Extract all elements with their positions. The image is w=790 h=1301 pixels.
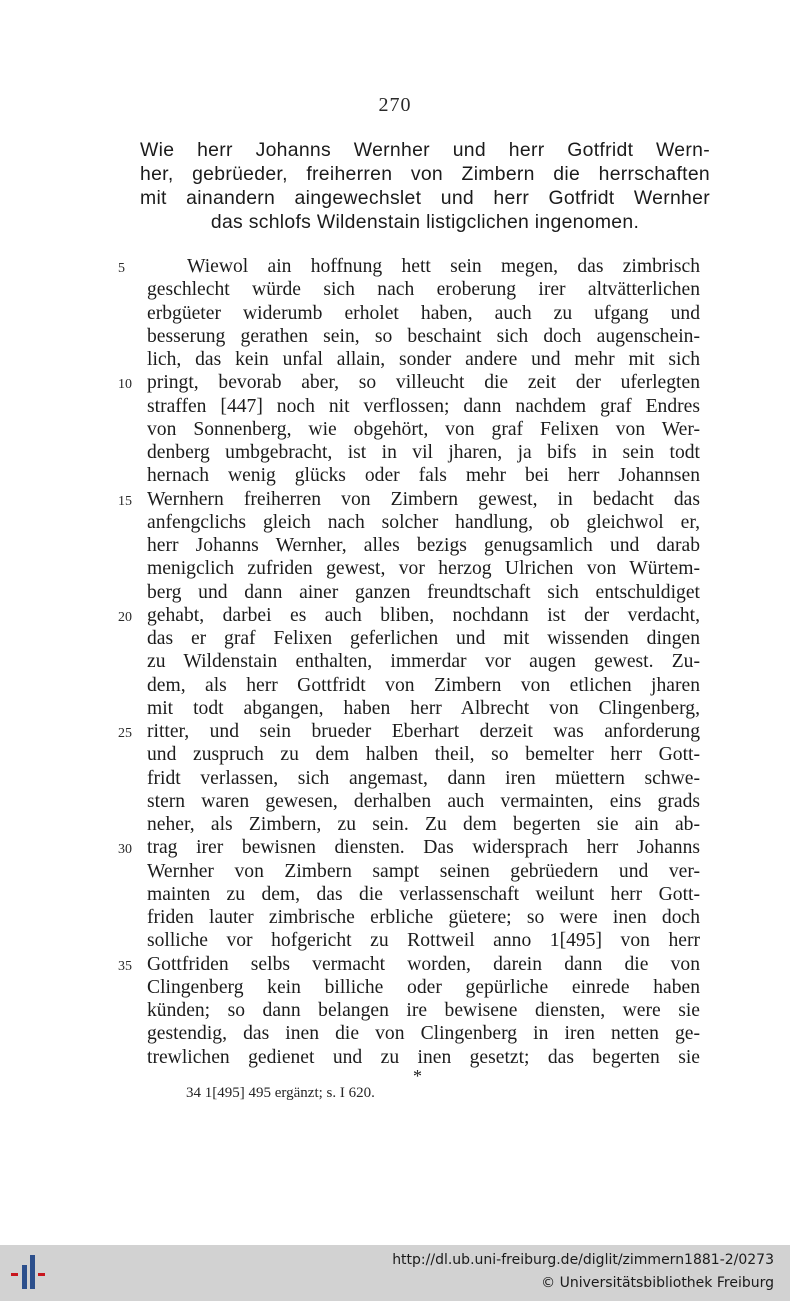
text-line: erbgüeter widerumb erholet haben, auch zu ufgang und	[147, 302, 700, 324]
text-line: fridt verlassen, sich angemast, dann iren müettern schwe-	[147, 767, 700, 789]
line-number: 20	[118, 609, 132, 625]
heading-line: mit ainandern aingewechslet und herr Gotfridt Wernher	[140, 187, 710, 209]
text-line: denberg umbgebracht, ist in vil jharen, ja bifs in sein todt	[147, 442, 700, 463]
footnote-marker: *	[413, 1066, 422, 1086]
text-line: berg und dann ainer ganzen freundtschaft sich entschuldiget	[147, 581, 700, 603]
text-line: Clingenberg kein billiche oder gepürliche einrede haben	[147, 976, 700, 998]
text-line: trewlichen gedienet und zu inen gesetzt; das begerten sie	[147, 1046, 700, 1068]
copyright-notice: © Universitätsbibliothek Freiburg	[541, 1275, 774, 1291]
line-number: 10	[118, 377, 132, 393]
heading-line: Wie herr Johanns Wernher und herr Gotfridt Wern-	[140, 139, 710, 161]
text-line: und zuspruch zu dem halben theil, so bemelter herr Gott-	[147, 744, 700, 766]
text-line: pringt, bevorab aber, so villeucht die zeit der uferlegten	[147, 372, 700, 394]
line-number: 15	[118, 493, 132, 509]
line-number: 25	[118, 726, 132, 741]
text-line: künden; so dann belangen ire bewisene diensten, were sie	[147, 1000, 700, 1021]
ub-freiburg-logo-icon[interactable]	[8, 1251, 52, 1295]
footnote: 34 1[495] 495 ergänzt; s. I 620.	[186, 1085, 375, 1101]
text-line: trag irer bewisnen diensten. Das widersprach herr Johanns	[147, 837, 700, 859]
text-line: straffen [447] noch nit verflossen; dann nachdem graf Endres	[147, 395, 700, 417]
permalink-url[interactable]: http://dl.ub.uni-freiburg.de/diglit/zimmern1881-2/0273	[392, 1252, 774, 1268]
text-line: anfengclichs gleich nach solcher handlung, ob gleichwol er,	[147, 511, 700, 533]
page-number: 270	[378, 94, 412, 116]
text-line: Gottfriden selbs vermacht worden, darein dann die von	[147, 953, 700, 975]
text-line: herr Johanns Wernher, alles bezigs genugsamlich und darab	[147, 535, 700, 556]
text-line: dem, als herr Gottfridt von Zimbern von etlichen jharen	[147, 674, 700, 696]
text-line: ritter, und sein brueder Eberhart derzeit was anforderung	[147, 721, 700, 742]
text-line: von Sonnenberg, wie obgehört, von graf Felixen von Wer-	[147, 418, 700, 440]
text-line: friden lauter zimbrische erbliche güetere; so were inen doch	[147, 907, 700, 928]
text-line: besserung gerathen sein, so beschaint sich doch augenschein-	[147, 325, 700, 347]
text-line: menigclich zufriden gewest, vor herzog Ulrichen von Würtem-	[147, 558, 700, 580]
heading-line: her, gebrüeder, freiherren von Zimbern die herrschaften	[140, 163, 710, 185]
heading-line: das schlofs Wildenstain listigclichen ingenomen.	[210, 211, 640, 233]
text-line: mit todt abgangen, haben herr Albrecht von Clingenberg,	[147, 697, 700, 719]
text-line: gestendig, das inen die von Clingenberg in iren netten ge-	[147, 1023, 700, 1045]
text-line: gehabt, darbei es auch bliben, nochdann ist der verdacht,	[147, 604, 700, 626]
text-line: neher, als Zimbern, zu sein. Zu dem begerten sie ain ab-	[147, 814, 700, 835]
text-line: hernach wenig glücks oder fals mehr bei herr Johannsen	[147, 465, 700, 487]
text-line: Wernher von Zimbern sampt seinen gebrüedern und ver-	[147, 860, 700, 882]
text-line: das er graf Felixen geferlichen und mit wissenden dingen	[147, 628, 700, 649]
chapter-heading	[140, 138, 710, 234]
viewer-footer	[0, 1245, 790, 1301]
text-line: lich, das kein unfal allain, sonder andere und mehr mit sich	[147, 349, 700, 370]
line-number: 35	[118, 958, 132, 974]
text-line: Wernhern freiherren von Zimbern gewest, in bedacht das	[147, 488, 700, 510]
text-line: stern waren gewesen, derhalben auch vermainten, eins grads	[147, 790, 700, 812]
line-number: 30	[118, 842, 132, 858]
text-line: zu Wildenstain enthalten, immerdar vor augen gewest. Zu-	[147, 651, 700, 673]
text-line: Wiewol ain hoffnung hett sein megen, das zimbrisch	[187, 256, 700, 277]
text-line: geschlecht würde sich nach eroberung irer altvätterlichen	[147, 279, 700, 301]
line-number: 5	[118, 261, 125, 276]
text-line: solliche vor hofgericht zu Rottweil anno 1[495] von herr	[147, 930, 700, 952]
body-text	[147, 255, 700, 1069]
text-line: mainten zu dem, das die verlassenschaft weilunt herr Gott-	[147, 883, 700, 905]
